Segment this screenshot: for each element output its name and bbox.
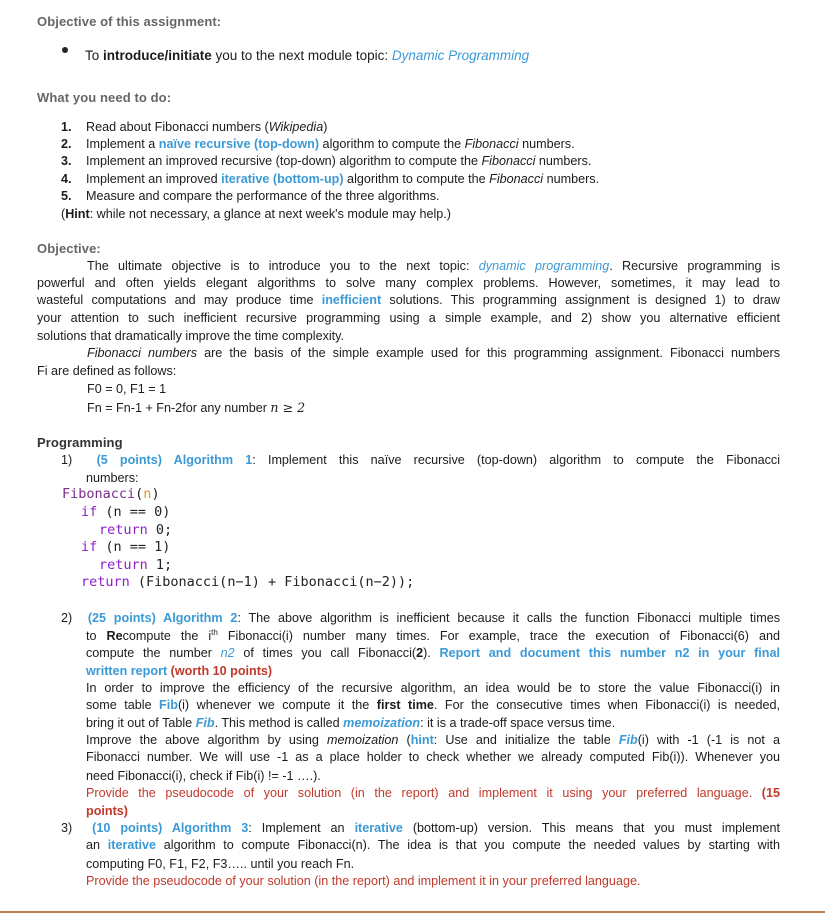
objective-line-4: your attention to such inefficient recursive programming using a simple example, and 2) show you alternative efficient	[37, 311, 780, 325]
objective-line-2: powerful and often yields elegant algorithms to solve many complex problems. However, sometimes, it may lead to	[37, 276, 780, 290]
alg2-line-1: 2) (25 points) Algorithm 2: The above algorithm is inefficient because it calls the function Fibonacci multiple times	[61, 611, 781, 625]
assignment-intro-line: To introduce/initiate you to the next module topic: Dynamic Programming	[85, 48, 530, 63]
todo-item-2: 2. Implement a naïve recursive (top-down) algorithm to compute the Fibonacci numbers.	[61, 137, 575, 151]
todo-item-4: 4. Implement an improved iterative (bottom-up) algorithm to compute the Fibonacci numbers.	[61, 172, 600, 186]
code-line-4: if (n == 1)	[81, 539, 171, 555]
alg3-line-2: an iterative algorithm to compute Fibonacci(n). The idea is that you compute the needed values by starting with	[86, 838, 781, 852]
objective-assignment-heading: Objective of this assignment:	[37, 14, 222, 29]
todo-item-3: 3. Implement an improved recursive (top-down) algorithm to compute the Fibonacci numbers.	[61, 154, 592, 168]
alg3-line-1: 3) (10 points) Algorithm 3: Implement an iterative (bottom-up) version. This means that you must implement	[61, 821, 780, 835]
todo-heading: What you need to do:	[37, 90, 172, 105]
alg2-red-line-2: points)	[86, 804, 128, 818]
code-line-5: return 1;	[99, 557, 173, 573]
alg2-line-7: bring it out of Table Fib. This method is called memoization: it is a trade-off space versus time.	[86, 716, 616, 730]
alg3-line-3: computing F0, F1, F2, F3….. until you reach Fn.	[86, 857, 355, 871]
alg2-line-2: to Recompute the $i^{th}$ Fibonacci(i) number many times. For example, trace the execution of Fibonacci(6) and	[86, 628, 780, 643]
dynamic-programming-link-2[interactable]: dynamic programming	[478, 259, 610, 273]
code-line-3: return 0;	[99, 522, 173, 538]
code-line-6: return (Fibonacci(n−1) + Fibonacci(n−2));	[81, 574, 415, 590]
alg2-line-6: some table Fib(i) whenever we compute it the first time. For the consecutive times when Fibonacci(i) is needed,	[86, 698, 780, 712]
code-line-2: if (n == 0)	[81, 504, 171, 520]
alg1-line-1: 1) (5 points) Algorithm 1: Implement this naïve recursive (top-down) algorithm to compute the Fibonacci	[61, 453, 781, 467]
alg3-red-line: Provide the pseudocode of your solution (in the report) and implement it in your preferred language.	[86, 874, 641, 888]
code-line-1: Fibonacci(n)	[62, 486, 160, 502]
objective-line-3: wasteful computations and may produce time inefficient solutions. This programming assignment is designed 1) to draw	[37, 293, 780, 307]
alg2-line-8: Improve the above algorithm by using memoization (hint: Use and initialize the table Fib(i) with -1 (-1 is not a	[86, 733, 780, 747]
formula-recurrence: Fn = Fn-1 + Fn-2for any number n ≥ 2	[87, 400, 306, 415]
alg2-line-5: In order to improve the efficiency of the recursive algorithm, an idea would be to store the value Fibonacci(i) in	[86, 681, 780, 695]
objective-line-6: Fibonacci numbers are the basis of the simple example used for this programming assignment. Fibonacci numbers	[87, 346, 780, 360]
alg1-line-2: numbers:	[86, 471, 139, 485]
alg2-red-line-1: Provide the pseudocode of your solution (in the report) and implement it using your preferred language. (15	[86, 786, 780, 800]
alg2-line-3: compute the number n2 of times you call Fibonacci(2). Report and document this number n2 in your final	[86, 646, 780, 660]
objective-line-5: solutions that dramatically improve the time complexity.	[37, 329, 345, 343]
formula-base: F0 = 0, F1 = 1	[87, 382, 167, 396]
dynamic-programming-link[interactable]: Dynamic Programming	[391, 48, 530, 63]
todo-item-5: 5. Measure and compare the performance of the three algorithms.	[61, 189, 440, 203]
todo-hint: (Hint: while not necessary, a glance at next week's module may help.)	[61, 207, 451, 221]
todo-item-1: 1. Read about Fibonacci numbers (Wikipedia)	[61, 120, 328, 134]
objective-heading: Objective:	[37, 241, 101, 256]
alg2-line-9: Fibonacci number. We will use -1 as a place holder to check whether we already computed Fib(i)). Whenever you	[86, 750, 780, 764]
objective-line-1: The ultimate objective is to introduce you to the next topic: dynamic programming. Recursive programming is	[87, 259, 780, 273]
alg2-line-4: written report (worth 10 points)	[86, 664, 273, 678]
bullet-icon	[62, 47, 68, 53]
bottom-divider	[0, 911, 825, 913]
programming-heading: Programming	[37, 435, 123, 450]
objective-line-7: Fi are defined as follows:	[37, 364, 177, 378]
alg2-line-10: need Fibonacci(i), check if Fib(i) != -1 ….).	[86, 769, 321, 783]
